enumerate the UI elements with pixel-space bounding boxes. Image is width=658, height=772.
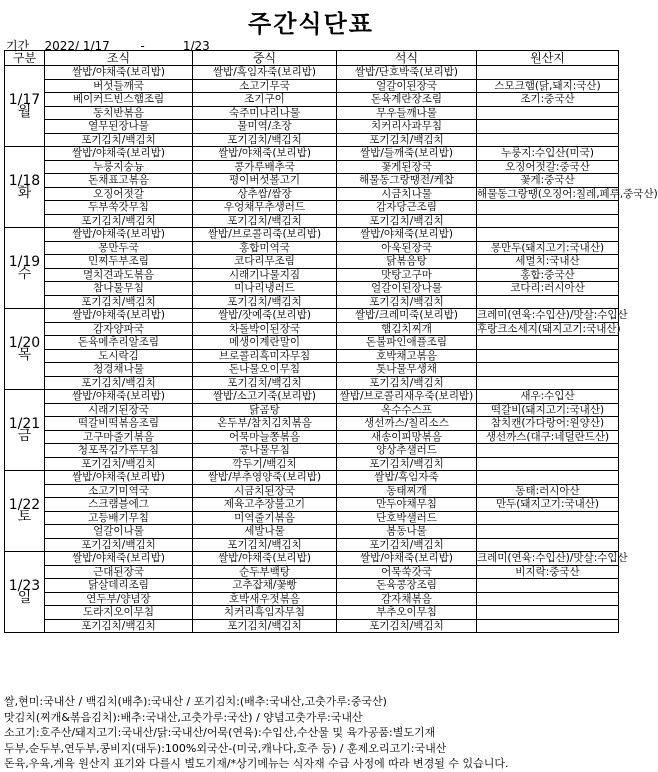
lunch-item: 쌀밥/야채죽(보리밥) <box>193 552 337 566</box>
breakfast-item: 고구마줄기볶음 <box>45 430 193 444</box>
lunch-item: 포기김치/백김치 <box>193 538 337 552</box>
day-cell <box>5 390 45 471</box>
origin-item <box>477 471 619 485</box>
dinner-item: 감자채볶음 <box>337 592 477 606</box>
menu-row <box>5 538 619 552</box>
dinner-item: 포기김치/백김치 <box>337 133 477 147</box>
origin-notes <box>4 694 508 772</box>
breakfast-item: 포기김치/백김치 <box>45 619 193 633</box>
lunch-item: 쌀밥/흑임자죽(보리밥) <box>193 66 337 80</box>
dinner-item: 쌀밥/브로콜리새우죽(보리밥) <box>337 390 477 404</box>
menu-row <box>5 282 619 296</box>
lunch-item: 브로콜리흑미자무침 <box>193 349 337 363</box>
breakfast-item: 쌀밥/야채죽(보리밥) <box>45 309 193 323</box>
dinner-item: 닭볶음탕 <box>337 255 477 269</box>
dinner-item: 쌀밥/들깨죽(보리밥) <box>337 147 477 161</box>
breakfast-item: 포기김치/백김치 <box>45 538 193 552</box>
origin-item: 세멸치:국내산 <box>477 255 619 269</box>
menu-row <box>5 79 619 93</box>
dinner-item: 만두야채무침 <box>337 498 477 512</box>
lunch-item: 시래기나물지짐 <box>193 268 337 282</box>
origin-item <box>477 525 619 539</box>
breakfast-item: 열무된장나물 <box>45 120 193 134</box>
dinner-item: 호박채고볶음 <box>337 349 477 363</box>
breakfast-item: 시래기된장국 <box>45 403 193 417</box>
menu-row <box>5 430 619 444</box>
dinner-item: 돈육콩장조림 <box>337 579 477 593</box>
breakfast-item: 쌀밥/야채죽(보리밥) <box>45 552 193 566</box>
dinner-item: 봄동나물 <box>337 525 477 539</box>
day-weekday: 금 <box>17 428 32 444</box>
origin-item: 몽만두(돼지고기:국내산) <box>477 241 619 255</box>
dinner-item: 포기김치/백김치 <box>337 376 477 390</box>
day-cell <box>5 309 45 390</box>
lunch-item: 돈나물오이무침 <box>193 363 337 377</box>
breakfast-item: 동치반볶음 <box>45 106 193 120</box>
menu-row <box>5 106 619 120</box>
lunch-item: 미나리냉러드 <box>193 282 337 296</box>
lunch-item: 숙주미나리나물 <box>193 106 337 120</box>
menu-row <box>5 390 619 404</box>
breakfast-item: 청포묵김가루무침 <box>45 444 193 458</box>
day-date: 1/18 <box>8 173 41 189</box>
lunch-item: 포기김치/백김치 <box>193 214 337 228</box>
day-weekday: 화 <box>17 185 32 201</box>
breakfast-item: 몽만두국 <box>45 241 193 255</box>
breakfast-item: 쌀밥/야채죽(보리밥) <box>45 66 193 80</box>
origin-item: 새우:수입산 <box>477 390 619 404</box>
menu-row <box>5 147 619 161</box>
origin-item <box>477 457 619 471</box>
lunch-item: 상추쌈/쌈장 <box>193 187 337 201</box>
menu-row <box>5 619 619 633</box>
day-weekday: 일 <box>17 590 32 606</box>
lunch-item: 쌀밥/브로콜리죽(보리밥) <box>193 228 337 242</box>
lunch-item: 포기김치/백김치 <box>193 619 337 633</box>
origin-item <box>477 349 619 363</box>
breakfast-item: 쌀밥/야채죽(보리밥) <box>45 228 193 242</box>
lunch-item: 호박새우젓볶음 <box>193 592 337 606</box>
origin-item <box>477 295 619 309</box>
dinner-item: 양상추샐러드 <box>337 444 477 458</box>
lunch-item: 차돌박이된장국 <box>193 322 337 336</box>
day-cell <box>5 552 45 633</box>
breakfast-item: 근대된장국 <box>45 565 193 579</box>
origin-item <box>477 592 619 606</box>
dinner-item: 포기김치/백김치 <box>337 214 477 228</box>
dinner-item: 돈불파인애플조림 <box>337 336 477 350</box>
origin-item <box>477 336 619 350</box>
breakfast-item: 닭살데리조림 <box>45 579 193 593</box>
dinner-item: 맛탕고구마 <box>337 268 477 282</box>
menu-row <box>5 457 619 471</box>
breakfast-item: 포기김치/백김치 <box>45 295 193 309</box>
menu-row <box>5 160 619 174</box>
lunch-item: 포기김치/백김치 <box>193 133 337 147</box>
lunch-item: 쌀밥/야채죽(보리밥) <box>193 147 337 161</box>
origin-note: 쌀,현미:국내산 / 백김치(배추):국내산 / 포기김치:(배추:국내산,고춧가루:중국산) <box>4 695 387 708</box>
dinner-item: 햄김치찌개 <box>337 322 477 336</box>
menu-row <box>5 120 619 134</box>
origin-item <box>477 120 619 134</box>
origin-item <box>477 376 619 390</box>
header-category: 구분 <box>5 51 45 66</box>
day-date: 1/22 <box>8 497 41 513</box>
dinner-item: 무우들깨나물 <box>337 106 477 120</box>
origin-item: 동태:러시아산 <box>477 484 619 498</box>
lunch-item: 닭곰탕 <box>193 403 337 417</box>
lunch-item: 콩나물무침 <box>193 444 337 458</box>
origin-note: 두부,순두부,연두부,콩비지(대두):100%외국산-(미국,캐나다,호주 등) / 훈제오리고기:국내산 <box>4 741 447 755</box>
lunch-item: 평이버섯볼고기 <box>193 174 337 188</box>
menu-row <box>5 309 619 323</box>
origin-item: 떡갈비(돼지고기:국내산) <box>477 403 619 417</box>
lunch-item: 물미역/초장 <box>193 120 337 134</box>
breakfast-item: 도시락김 <box>45 349 193 363</box>
origin-item <box>477 106 619 120</box>
dinner-item: 쌀밥/크레미죽(보리밥) <box>337 309 477 323</box>
lunch-item: 순두부백탕 <box>193 565 337 579</box>
dinner-item: 시금치나물 <box>337 187 477 201</box>
lunch-item: 쌀밥/부추영양죽(보리밥) <box>193 471 337 485</box>
dinner-item: 새송이피망볶음 <box>337 430 477 444</box>
lunch-item: 시금치된장국 <box>193 484 337 498</box>
breakfast-item: 포기김치/백김치 <box>45 214 193 228</box>
menu-row <box>5 201 619 215</box>
period-sep: - <box>140 39 145 53</box>
menu-row <box>5 484 619 498</box>
menu-row <box>5 241 619 255</box>
menu-row <box>5 565 619 579</box>
header-origin: 원산지 <box>477 51 619 66</box>
breakfast-item: 포기김치/백김치 <box>45 133 193 147</box>
breakfast-item: 두부쑥갓무침 <box>45 201 193 215</box>
header-breakfast: 조식 <box>45 51 193 66</box>
day-cell <box>5 471 45 552</box>
origin-item: 만두(돼지고기:국내산) <box>477 498 619 512</box>
dinner-item: 단호박샐러드 <box>337 511 477 525</box>
dinner-item: 부추오이무침 <box>337 606 477 620</box>
menu-row <box>5 498 619 512</box>
day-cell <box>5 228 45 309</box>
breakfast-item: 청경채나물 <box>45 363 193 377</box>
dinner-item: 치커리사과무침 <box>337 120 477 134</box>
lunch-item: 쌀밥/잣예죽(보리밥) <box>193 309 337 323</box>
menu-row <box>5 214 619 228</box>
dinner-item: 포기김치/백김치 <box>337 295 477 309</box>
lunch-item: 소고기무국 <box>193 79 337 93</box>
dinner-item: 포기김치/백김치 <box>337 538 477 552</box>
breakfast-item: 누룽지숭늉 <box>45 160 193 174</box>
breakfast-item: 소고기미역국 <box>45 484 193 498</box>
dinner-item: 포기김치/백김치 <box>337 457 477 471</box>
lunch-item: 치커리흑임자무침 <box>193 606 337 620</box>
breakfast-item: 도라지오이무침 <box>45 606 193 620</box>
origin-item <box>477 214 619 228</box>
menu-row <box>5 295 619 309</box>
menu-row <box>5 349 619 363</box>
day-date: 1/20 <box>8 335 41 351</box>
breakfast-item: 스크램블에그 <box>45 498 193 512</box>
origin-item: 생선까스(대구:네덜란드산) <box>477 430 619 444</box>
origin-item <box>477 201 619 215</box>
origin-item: 꽃게:중국산 <box>477 174 619 188</box>
breakfast-item: 멸치견과도볶음 <box>45 268 193 282</box>
lunch-item: 깍두기/백김치 <box>193 457 337 471</box>
dinner-item: 톳나물무생채 <box>337 363 477 377</box>
breakfast-item: 돈육메추리알조림 <box>45 336 193 350</box>
breakfast-item: 민찌두부조림 <box>45 255 193 269</box>
origin-item <box>477 511 619 525</box>
breakfast-item: 버섯들깨국 <box>45 79 193 93</box>
day-weekday: 월 <box>17 104 32 120</box>
lunch-item: 어묵마늘쫑볶음 <box>193 430 337 444</box>
breakfast-item: 포기김치/백김치 <box>45 457 193 471</box>
period-end: 1/23 <box>182 39 210 53</box>
breakfast-item: 베이커드빈스햄조림 <box>45 93 193 107</box>
menu-body <box>5 66 658 633</box>
header-dinner: 석식 <box>337 51 477 66</box>
header-lunch: 중식 <box>193 51 337 66</box>
origin-item: 참치캔(가다랑어:원양산) <box>477 417 619 431</box>
origin-note: 돈육,우육,계육 원산지 표기와 다를시 별도기재/*상기메뉴는 식자재 수급 사정에 따라 변경될 수 있습니다. <box>4 757 509 770</box>
dinner-item: 동태찌개 <box>337 484 477 498</box>
origin-item <box>477 606 619 620</box>
period-label: 기간 <box>6 39 30 53</box>
dinner-item: 쌀밥/흑임자죽 <box>337 471 477 485</box>
day-weekday: 토 <box>17 509 32 525</box>
lunch-item: 세발나물 <box>193 525 337 539</box>
origin-item: 해물동그랑땡(오징어:칠레,페루,중국산) <box>477 187 658 200</box>
menu-row <box>5 187 619 201</box>
menu-row <box>5 376 619 390</box>
menu-row <box>5 417 619 431</box>
dinner-item: 얼갈이된장국 <box>337 79 477 93</box>
breakfast-item: 고등배기무침 <box>45 511 193 525</box>
menu-table <box>4 50 658 633</box>
breakfast-item: 포기김치/백김치 <box>45 376 193 390</box>
origin-item <box>477 363 619 377</box>
origin-item: 크레미(연육:수입산)/맛살:수입산 <box>477 552 628 565</box>
breakfast-item: 쌀밥/야채죽(보리밥) <box>45 390 193 404</box>
page-title: 주간식단표 <box>248 10 374 38</box>
origin-item: 후랑크소세지(돼지고기:국내산) <box>477 322 621 335</box>
lunch-item: 메생이계란말이 <box>193 336 337 350</box>
lunch-item: 홍합미역국 <box>193 241 337 255</box>
dinner-item: 옥수수스프 <box>337 403 477 417</box>
origin-item <box>477 228 619 242</box>
dinner-item: 해물동그랑땡전/케찹 <box>337 174 477 188</box>
origin-item: 코다리:러시아산 <box>477 282 619 296</box>
day-cell <box>5 147 45 228</box>
origin-note: 맛김치(찌개&볶음김치):배추:국내산,고춧가루:국산) / 양념고춧가루:국내산 <box>4 710 363 724</box>
menu-row <box>5 268 619 282</box>
day-cell <box>5 66 45 147</box>
breakfast-item: 쌀밥/야채죽(보리밥) <box>45 147 193 161</box>
day-date: 1/21 <box>8 416 41 432</box>
period-start: 2022/ 1/17 <box>44 39 110 53</box>
origin-item: 누룽지:수입산(미국) <box>477 147 619 161</box>
origin-item <box>477 444 619 458</box>
menu-row <box>5 579 619 593</box>
dinner-item: 감자당근조림 <box>337 201 477 215</box>
dinner-item: 생선까스/칠리소스 <box>337 417 477 431</box>
menu-row <box>5 552 619 566</box>
dinner-item: 아욱된장국 <box>337 241 477 255</box>
menu-row <box>5 403 619 417</box>
lunch-item: 제육고추장불고기 <box>193 498 337 512</box>
origin-item: 홍합:중국산 <box>477 268 619 282</box>
breakfast-item: 얼갈이나물 <box>45 525 193 539</box>
lunch-item: 미역줄기볶음 <box>193 511 337 525</box>
menu-row <box>5 606 619 620</box>
breakfast-item: 감자양파국 <box>45 322 193 336</box>
day-date: 1/23 <box>8 578 41 594</box>
lunch-item: 포기김치/백김치 <box>193 295 337 309</box>
breakfast-item: 떡갈비떡볶음조림 <box>45 417 193 431</box>
menu-row <box>5 255 619 269</box>
dinner-item: 어묵쑥갓국 <box>337 565 477 579</box>
day-date: 1/17 <box>8 92 41 108</box>
lunch-item: 코다리무조림 <box>193 255 337 269</box>
origin-item <box>477 538 619 552</box>
menu-row <box>5 174 619 188</box>
dinner-item: 쌀밥/야채죽(보리밥) <box>337 552 477 566</box>
breakfast-item: 오징어젓갈 <box>45 187 193 201</box>
breakfast-item: 쌀밥/야채죽(보리밥) <box>45 471 193 485</box>
origin-item <box>477 579 619 593</box>
origin-note: 소고기:호주산/돼지고기:국내산/닭:국내산/어묵(연육):수입산,수산물 및 육가공품:별도기재 <box>4 726 436 739</box>
dinner-item: 쌀밥/단호박죽(보리밥) <box>337 66 477 80</box>
menu-row <box>5 322 619 336</box>
menu-row <box>5 363 619 377</box>
breakfast-item: 연두부/양념장 <box>45 592 193 606</box>
menu-row <box>5 511 619 525</box>
day-weekday: 수 <box>17 266 32 282</box>
menu-row <box>5 133 619 147</box>
dinner-item: 꽃게된장국 <box>337 160 477 174</box>
lunch-item: 고추잡채/꽃빵 <box>193 579 337 593</box>
dinner-item: 쌀밥/야채죽(보리밥) <box>337 228 477 242</box>
origin-item: 오징어젓갈:중국산 <box>477 160 619 174</box>
origin-item: 스모크햄(닭,돼지:국산) <box>477 79 619 93</box>
day-date: 1/19 <box>8 254 41 270</box>
menu-row <box>5 444 619 458</box>
origin-item: 크레미(연육:수입산)/맛살:수입산 <box>477 309 628 322</box>
menu-row <box>5 228 619 242</box>
lunch-item: 콩가루배추국 <box>193 160 337 174</box>
menu-row <box>5 592 619 606</box>
origin-item <box>477 133 619 147</box>
dinner-item: 포기김치/백김치 <box>337 619 477 633</box>
origin-item <box>477 66 619 80</box>
origin-item: 조기:중국산 <box>477 93 619 107</box>
day-weekday: 목 <box>17 347 32 363</box>
dinner-item: 돈육계란장조림 <box>337 93 477 107</box>
origin-item: 비지락:중국산 <box>477 565 619 579</box>
lunch-item: 온두부/참치김치볶음 <box>193 417 337 431</box>
menu-row <box>5 525 619 539</box>
lunch-item: 우엉채무추생러드 <box>193 201 337 215</box>
lunch-item: 조기구이 <box>193 93 337 107</box>
menu-row <box>5 66 619 80</box>
breakfast-item: 돈채표고볶음 <box>45 174 193 188</box>
origin-item <box>477 619 619 633</box>
lunch-item: 쌀밥/소고기죽(보리밥) <box>193 390 337 404</box>
breakfast-item: 참나물무침 <box>45 282 193 296</box>
menu-row <box>5 93 619 107</box>
menu-row <box>5 336 619 350</box>
menu-row <box>5 471 619 485</box>
dinner-item: 얼갈이된장나물 <box>337 282 477 296</box>
lunch-item: 포기김치/백김치 <box>193 376 337 390</box>
